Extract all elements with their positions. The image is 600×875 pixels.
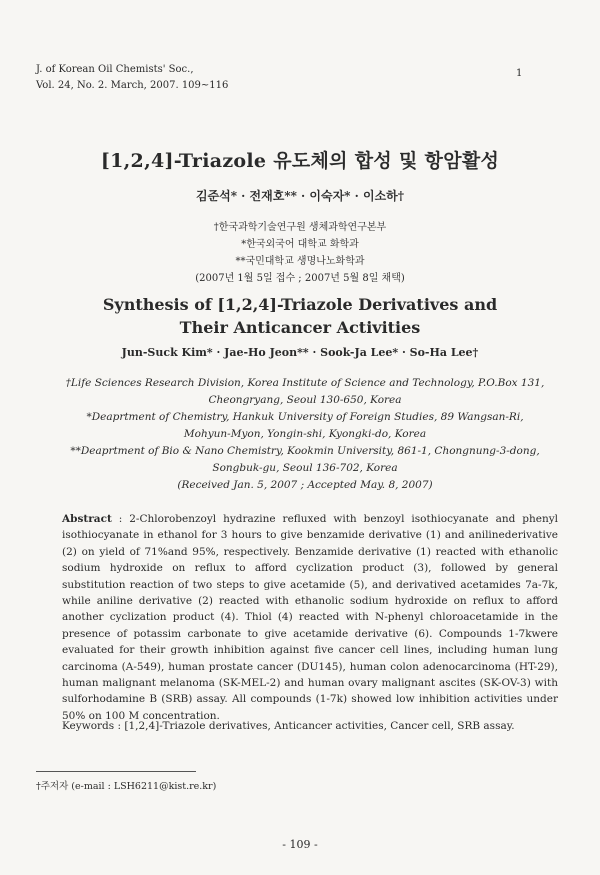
abstract-text: : 2-Chlorobenzoyl hydrazine refluxed with benzoyl isothiocyanate and phenyl isothiocyanate in ethanol for 3 hours to give benzamide derivative (1) and anilinederivative (2) on yield of 71%and 95%, respectively. Benzamide derivative (1) reacted with ethanolic sodium hydroxide on reflux to afford cyclization product (3), followed by general substitution reaction of two steps to give acetamide (5), and derivatived acetamides 7a-7k, while aniline derivative (2) reacted with ethanolic sodium hydroxide on reflux to afford another cyclization product (4). Thiol (4) reacted with N-phenyl chloroacetamide in the presence of potassim carbonate to give acetamide derivative (6). Compounds 1-7kwere evaluated for their growth inhibition against five cancer cell lines, including human lung carcinoma (A-549), human prostate cancer (DU145), human colon adenocarcinoma (HT-29), human malignant melanoma (SK-MEL-2) and human ovary malignant ascites (SK-OV-3) with sulforhodamine B (SRB) assay. All compounds (1-7k) showed low inhibition activities under 50% on 100 M concentration. bbox=[62, 513, 558, 722]
english-title-line-2: Their Anticancer Activities bbox=[179, 318, 421, 337]
english-title bbox=[0, 293, 600, 339]
page-number-bottom: - 109 - bbox=[282, 838, 318, 851]
english-affiliation: *Deaprtment of Chemistry, Hankuk University of Foreign Studies, 89 Wangsan-Ri, bbox=[86, 411, 524, 423]
keywords: Keywords : [1,2,4]-Triazole derivatives, Anticancer activities, Cancer cell, SRB assay. bbox=[62, 720, 515, 732]
korean-affiliation: †한국과학기술연구원 생체과학연구본부 bbox=[213, 222, 387, 233]
page-number-top: 1 bbox=[516, 68, 523, 79]
korean-title: [1,2,4]-Triazole 유도체의 합성 및 항암활성 bbox=[100, 150, 500, 172]
korean-affiliations bbox=[0, 219, 600, 287]
english-title-line-1: Synthesis of [1,2,4]-Triazole Derivatives and bbox=[102, 295, 498, 314]
korean-affiliation: **국민대학교 생명나노화학과 bbox=[235, 256, 365, 267]
english-authors: Jun-Suck Kim* · Jae-Ho Jeon** · Sook-Ja Lee* · So-Ha Lee† bbox=[121, 346, 479, 359]
korean-dates: (2007년 1월 5일 접수 ; 2007년 5월 8일 채택) bbox=[195, 273, 405, 284]
english-affiliation: Mohyun-Myon, Yongin-shi, Kyongki-do, Korea bbox=[183, 428, 427, 440]
footnote-divider bbox=[36, 771, 196, 772]
journal-line-1: J. of Korean Oil Chemists' Soc., bbox=[36, 64, 194, 75]
journal-line-2: Vol. 24, No. 2. March, 2007. 109~116 bbox=[36, 80, 229, 91]
abstract-label: Abstract bbox=[62, 513, 112, 525]
english-dates: (Received Jan. 5, 2007 ; Accepted May. 8, 2007) bbox=[177, 479, 433, 491]
english-affiliation: Cheongryang, Seoul 130-650, Korea bbox=[208, 394, 402, 406]
journal-citation bbox=[36, 62, 228, 94]
abstract bbox=[62, 511, 558, 724]
korean-affiliation: *한국외국어 대학교 화학과 bbox=[241, 239, 359, 250]
english-affiliation: **Deaprtment of Bio & Nano Chemistry, Kookmin University, 861-1, Chongnung-3-dong, bbox=[70, 445, 540, 457]
english-affiliation: Songbuk-gu, Seoul 136-702, Korea bbox=[212, 462, 398, 474]
footnote: †주저자 (e-mail : LSH6211@kist.re.kr) bbox=[36, 781, 217, 792]
english-affiliations bbox=[40, 375, 570, 494]
english-affiliation: †Life Sciences Research Division, Korea Institute of Science and Technology, P.O.Box 131, bbox=[65, 377, 545, 389]
korean-authors: 김준석* · 전재호** · 이숙자* · 이소하† bbox=[195, 189, 405, 203]
